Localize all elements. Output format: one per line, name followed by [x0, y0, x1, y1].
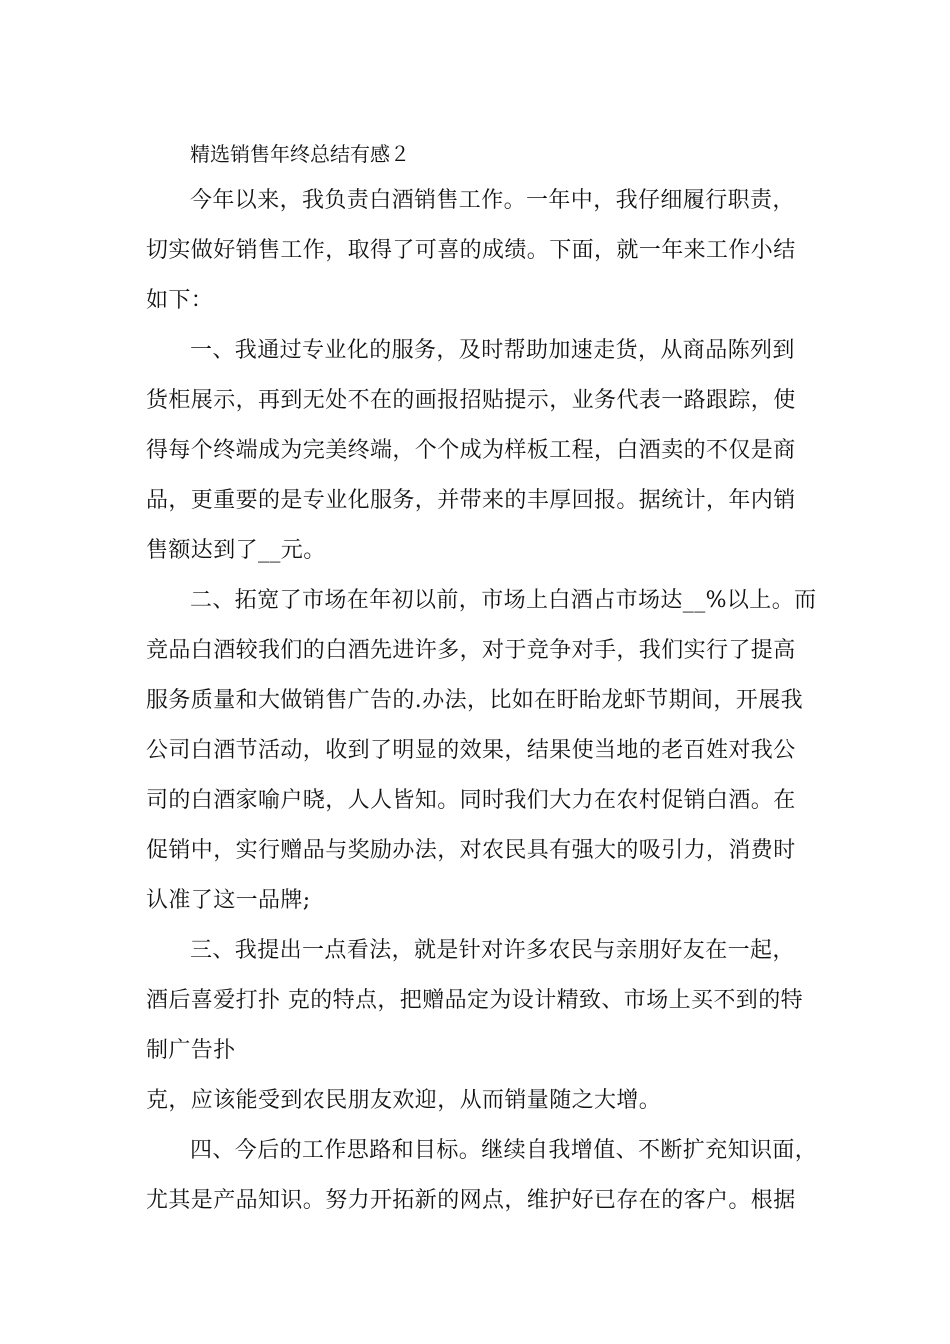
text-line: 司的白酒家喻户晓，人人皆知。同时我们大力在农村促销白酒。在: [146, 788, 796, 813]
text-line: 切实做好销售工作，取得了可喜的成绩。下面，就一年来工作小结: [146, 238, 796, 263]
text-line: 公司白酒节活动，收到了明显的效果，结果使当地的老百姓对我公: [146, 738, 796, 763]
text-line: 一、我通过专业化的服务，及时帮助加速走货，从商品陈列到: [190, 338, 795, 363]
text-line: 三、我提出一点看法，就是针对许多农民与亲朋好友在一起，: [190, 938, 795, 963]
text-line: 认准了这一品牌;: [146, 888, 311, 913]
text-line: 四、今后的工作思路和目标。继续自我增值、不断扩充知识面，: [190, 1138, 818, 1163]
text-line: 酒后喜爱打扑 克的特点，把赠品定为设计精致、市场上买不到的特: [146, 988, 803, 1013]
text-line: 品，更重要的是专业化服务，并带来的丰厚回报。据统计，年内销: [146, 488, 796, 513]
text-line: 竞品白酒较我们的白酒先进许多，对于竞争对手，我们实行了提高: [146, 638, 796, 663]
text-line: 得每个终端成为完美终端，个个成为样板工程，白酒卖的不仅是商: [146, 438, 796, 463]
text-line: 尤其是产品知识。努力开拓新的网点，维护好已存在的客户。根据: [146, 1188, 796, 1213]
text-line: 今年以来，我负责白酒销售工作。一年中，我仔细履行职责，: [190, 188, 795, 213]
text-line: 货柜展示，再到无处不在的画报招贴提示，业务代表一路跟踪，使: [146, 388, 796, 413]
text-line: 促销中，实行赠品与奖励办法，对农民具有强大的吸引力，消费时: [146, 838, 796, 863]
text-line: 克，应该能受到农民朋友欢迎，从而销量随之大增。: [146, 1088, 662, 1113]
text-line: 如下：: [146, 288, 214, 313]
text-line: 二、拓宽了市场在年初以前，市场上白酒占市场达__%以上。而: [190, 588, 817, 613]
text-line: 制广告扑: [146, 1038, 236, 1063]
text-line: 服务质量和大做销售广告的.办法，比如在盱眙龙虾节期间，开展我: [146, 688, 803, 713]
document-title: 精选销售年终总结有感２: [190, 142, 410, 166]
text-line: 售额达到了__元。: [146, 538, 326, 563]
